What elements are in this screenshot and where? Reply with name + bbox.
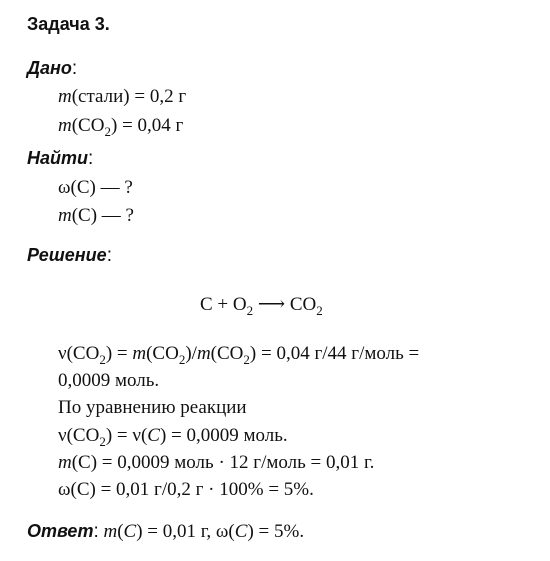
solution-line-6: ω(C) = 0,01 г/0,2 г · 100% = 5%.: [58, 479, 314, 500]
solution-line-2: 0,0009 моль.: [58, 370, 160, 391]
find-mass-c-text: (C) — ?: [71, 205, 134, 226]
problem-title: Задача 3.: [27, 14, 110, 34]
find-mass-c: m(C) — ?: [58, 205, 134, 226]
given-heading-text: Дано: [27, 58, 72, 78]
solution-line-1-tail: ) = 0,04 г/44 г/моль =: [249, 343, 420, 364]
solution-line-3: По уравнению реакции: [58, 397, 247, 418]
solution-line-4-tail: ) = 0,0009 моль.: [159, 425, 288, 446]
given-steel-mass: m(стали) = 0,2 г: [58, 86, 187, 107]
given-steel-mass-text: (стали) = 0,2 г: [71, 86, 187, 107]
solution-heading-text: Решение: [27, 245, 107, 265]
answer-mass-text: ) = 0,01 г, ω(: [136, 521, 235, 542]
solution-line-1: $\nu(CO_2) = m(CO_2)/m(CO_2) = 0,04$ г/44 г/моль =: [58, 343, 420, 367]
solution-line-5-text: (C) = 0,0009 моль · 12 г/моль = 0,01 г.: [71, 452, 375, 473]
answer-line: Ответ: m(C) = 0,01 г, ω(C) = 5%.: [27, 521, 305, 542]
solution-heading: Решение:: [27, 245, 112, 266]
answer-heading-text: Ответ: [27, 521, 94, 541]
solution-line-5: m(C) = 0,0009 моль · 12 г/моль = 0,01 г.: [58, 452, 375, 473]
find-heading: Найти:: [27, 148, 94, 169]
given-co2-mass: $m(CO_2) = 0,04$ г: [58, 115, 184, 139]
solution-line-4: $\nu(CO_2) = \nu(C) = 0,0009$ моль.: [58, 425, 288, 449]
reaction-equation: $C + O_2$ ⟶ $CO_2$: [200, 294, 323, 318]
given-co2-mass-text: ) = 0,04 г: [110, 115, 184, 136]
find-heading-text: Найти: [27, 148, 89, 168]
find-omega-c: ω(C) — ?: [58, 177, 133, 198]
answer-omega-text: ) = 5%.: [247, 521, 305, 542]
given-heading: Дано:: [27, 58, 78, 79]
